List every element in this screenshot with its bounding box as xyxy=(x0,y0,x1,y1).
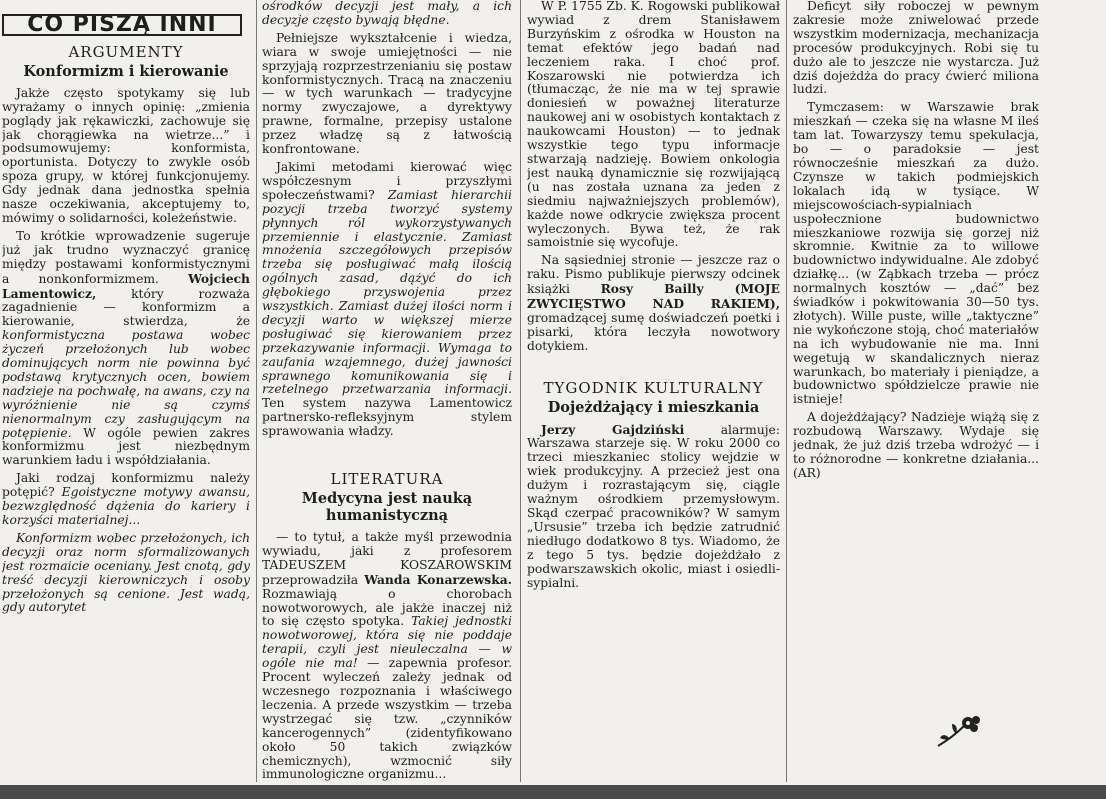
paragraph: W P. 1755 Zb. K. Rogowski publikował wywiad z drem Stanisławem Burzyńskim z ośrodka w Houston na temat efektów jego badań nad leczeniem raka. I choć prof. Koszarowski nie potwierdza ich (tłumacząc, że nie ma w tej sprawie doniesień w poważnej literaturze naukowej ani w osobistych kontaktach z naukowcami Houston) — to jednak wszystkie tego typu informacje stwarzają nadzieję. Bowiem onkologia jest nauką dynamicznie się rozwijającą (u nas została uznana za jeden z siedmiu najważniejszych problemów), każde nowe odkrycie zwiększa procent wyleczonych. Bywa też, że rak samoistnie się wycofuje. xyxy=(527,0,780,250)
author-name: Jerzy Gajdziński xyxy=(541,421,685,437)
paragraph: Jakże często spotykamy się lub wyrażamy o innych opinię: „zmienia poglądy jak rękawiczki, zachowuje się jak chorągiewka na wietrze...” i podsumowujemy: konformista, oportunista. Dotyczy to zwykle osób spoza grupy, w której funkcjonujemy. Gdy jednak dana jednostka spełnia nasze oczekiwania, akceptujemy to, mówimy o solidarności, koleżeństwie. xyxy=(2,85,250,225)
paragraph: ośrodków decyzji jest mały, a ich decyzje często bywają błędne. xyxy=(262,0,512,27)
paragraph: Jakimi metodami kierować więc współczesnym i przyszłymi społeczeństwami? Zamiast hierarchii pozycji trzeba tworzyć systemy płynnych ról wykorzystywanych przemiennie i elastycznie. Zamiast mnożenia szczegółowych przepisów trzeba się posługiwać małą ilością ogólnych zasad, dążyć do ich głębokiego przyswojenia przez wszystkich. Zamiast dużej ilości norm i decyzji warto w większej mierze posługiwać się kierowaniem przez przekazywanie informacji. Wymaga to zaufania wzajemnego, dużej jawności sprawnego komunikowania się i rzetelnego przetwarzania informacji. Ten system nazywa Lamentowicz partnersko-refleksyjnym stylem sprawowania władzy. xyxy=(262,159,512,439)
flower-ornament-icon xyxy=(930,712,990,752)
paragraph: Tymczasem: w Warszawie brak mieszkań — czeka się na własne M ileś tam lat. Towarzyszy temu spekulacja, bo — o paradoksie — jest równocześnie mieszkań za dużo. Czynsze w takich podmiejskich lokalach idą w tysiące. W miejscowościach-sypialniach uspołecznione budownictwo mieszkaniowe rozwija się gorzej niż skromnie. Kwitnie za to willowe budownictwo indywidualne. Ale zdobyć działkę... (w Ząbkach trzeba — prócz normalnych kosztów — „dać” bez świadków i pokwitowania 30—50 tys. złotych). Wille puste, wille „taktyczne” nie wykończone stoją, choć materiałów na ich wybudowanie nie ma. Inni wegetują w skandalicznych nieraz warunkach, bo materiały i pieniądze, a budownictwo spółdzielcze prawie nie istnieje! xyxy=(793,100,1039,407)
column-1 xyxy=(2,0,250,782)
column-3 xyxy=(527,0,780,782)
headline-dojezdzajacy: Dojeżdżający i mieszkania xyxy=(547,398,760,416)
author-name: Wanda Konarzewska. xyxy=(364,571,512,587)
headline-medycyna: Medycyna jest nauką humanistyczną xyxy=(301,490,473,524)
paragraph: Jerzy Gajdziński alarmuje: Warszawa starzeje się. W roku 2000 co trzeci mieszkaniec stolicy wejdzie w wiek produkcyjny. A przecież jest ona dużym i rozrastającym się, ciągle ważnym ośrodkiem przemysłowym. Skąd czerpać pracowników? W samym „Ursusie” trzeba ich będzie zatrudnić niedługo dodatkowo 8 tys. Wiadomo, że z tego 5 tys. będzie dojeżdżało z podwarszawskich okolic, miast i osiedli-sypialni. xyxy=(527,421,780,590)
section-heading-literatura: LITERATURA xyxy=(330,470,444,489)
section-heading-argumenty: ARGUMENTY xyxy=(68,42,184,61)
section-heading-tygodnik: TYGODNIK KULTURALNY xyxy=(543,378,764,397)
paragraph: Jaki rodzaj konformizmu należy potępić? Egoistyczne motywy awansu, bezwzględność dążenia do kariery i korzyści materialnej... xyxy=(2,471,250,527)
column-2 xyxy=(262,0,512,782)
paragraph: A dojeżdżający? Nadzieje wiążą się z rozbudową Warszawy. Wydaje się jednak, że już dziś trzeba wdrożyć — i to różnorodne — konkretne działania... (AR) xyxy=(793,410,1039,480)
paragraph: — to tytuł, a także myśl przewodnia wywiadu, jaki z profesorem TADEUSZEM KOSZAROWSKIM przeprowadziła Wanda Konarzewska. Rozmawiają o chorobach nowotworowych, ale jakże inaczej niż to się często spotyka. Takiej jednostki nowotworowej, która się nie poddaje terapii, czyli jest nieuleczalna — w ogóle nie ma! — zapewnia profesor. Procent wyleczeń zależy jednak od wczesnego rozpoznania i właściwego leczenia. A przede wszystkim — trzeba wystrzegać się tzw. „czynników kancerogennych” (zidentyfikowano około 50 takich związków chemicznych), wzmocnić siły immunologiczne organizmu... xyxy=(262,530,512,782)
masthead: CO PISZĄ INNI xyxy=(2,14,242,36)
column-rule xyxy=(256,0,257,782)
headline-konformizm: Konformizm i kierowanie xyxy=(23,62,229,80)
column-rule xyxy=(520,0,521,782)
paragraph: Na sąsiedniej stronie — jeszcze raz o raku. Pismo publikuje pierwszy odcinek książki Rosy Bailly (MOJE ZWYCIĘSTWO NAD RAKIEM), gromadzącej sumę doświadczeń poetki i pisarki, która leczyła nowotwory dotykiem. xyxy=(527,253,780,353)
column-rule xyxy=(786,0,787,782)
author-name: Wojciech Lamentowicz, xyxy=(2,270,250,301)
paragraph: Konformizm wobec przełożonych, ich decyzji oraz norm sformalizowanych jest rozmaicie oceniany. Jest cnotą, gdy treść decyzji kierowniczych i osoby przełożonych są cenione. Jest wadą, gdy autorytet xyxy=(2,530,250,615)
paragraph: To krótkie wprowadzenie sugeruje już jak trudno wyznaczyć granicę między postawami konformistycznymi a nonkonformizmem. Wojciech Lamentowicz, który rozważa zagadnienie — konformizm a kierowanie, stwierdza, że konformistyczna postawa wobec życzeń przełożonych lub wobec dominujących norm nie powinna być podstawą krytycznych ocen, bowiem nadzieje na pochwałę, na awans, czy na wyróżnienie nie są czymś nienormalnym czy zasługującym na potępienie. W ogóle pewien zakres konformizmu jest niezbędnym warunkiem ładu i współdziałania. xyxy=(2,228,250,468)
paragraph: Deficyt siły roboczej w pewnym zakresie może zniwelować przede wszystkim modernizacja, mechanizacja procesów produkcyjnych. Robi się tu dużo ale to jeszcze nie wystarcza. Już dziś dojeżdża do pracy ćwierć miliona ludzi. xyxy=(793,0,1039,97)
book-title: Rosy Bailly (MOJE ZWYCIĘSTWO NAD RAKIEM), xyxy=(527,281,780,312)
paragraph: Pełniejsze wykształcenie i wiedza, wiara w swoje umiejętności — nie sprzyjają rozprzestrzenianiu się postaw konformistycznych. Tracą na znaczeniu — w tych warunkach — tradycyjne normy zwyczajowe, a dyrektywy prawne, formalne, przepisy ustalone przez władzę są z łatwością konfrontowane. xyxy=(262,30,512,157)
page-bottom-edge xyxy=(0,785,1106,799)
column-4 xyxy=(793,0,1039,782)
